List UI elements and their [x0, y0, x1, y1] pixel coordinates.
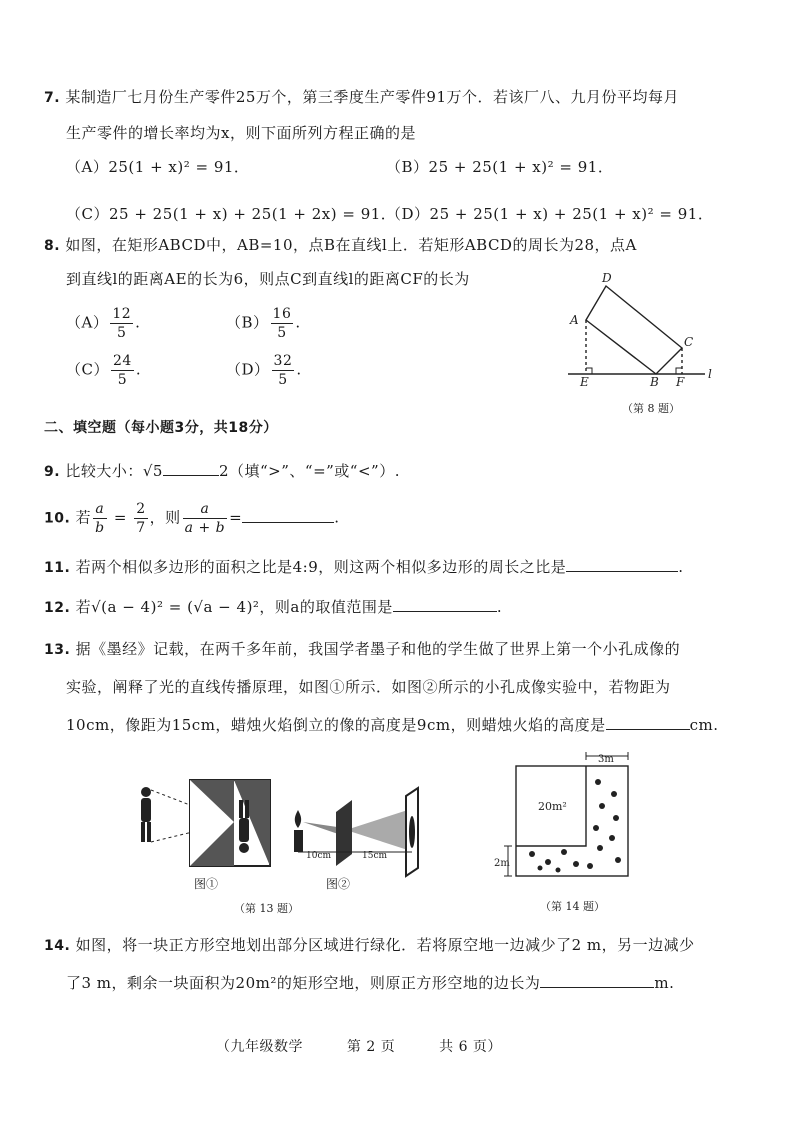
q8-option-c-fraction: [111, 352, 134, 389]
fig1-label: 图①: [194, 877, 219, 891]
point-e-label: E: [580, 375, 589, 389]
q7-number: 7.: [44, 90, 61, 106]
q10-f2-den: 7: [136, 520, 146, 536]
q13-figure-1: [141, 780, 270, 891]
width-3m-label: 3m: [598, 754, 614, 765]
distance-15cm: 15cm: [362, 851, 388, 861]
q11-number: 11.: [44, 560, 71, 576]
footer-total: 共 6 页）: [439, 1039, 502, 1055]
q14-line2: [66, 972, 674, 994]
q10-post: =: [229, 508, 243, 527]
q7-option-d: （D）25 + 25(1 + x) + 25(1 + x)² = 91．: [386, 205, 714, 223]
point-c-label: C: [684, 335, 694, 349]
q11-text: 若两个相似多边形的面积之比是4:9，则这两个相似多边形的周长之比是: [75, 558, 567, 576]
q10-f2-num: 2: [136, 501, 146, 517]
q9-text-pre: 比较大小：√5: [65, 462, 163, 480]
q8-c-num: 24: [112, 353, 132, 369]
q8-d-num: 32: [273, 353, 293, 369]
q8-b-num: 16: [272, 306, 292, 322]
q14-figure: [494, 748, 644, 914]
rectangle-abcd: [586, 286, 682, 374]
q13-figure: [126, 770, 436, 920]
page-footer: [216, 1036, 502, 1058]
q8-text-2: 到直线l的距离AE的长为6，则点C到直线l的距离CF的长为: [66, 270, 470, 288]
q8-figure: [560, 272, 730, 420]
q12-number: 12.: [44, 600, 71, 616]
right-angle-e: [586, 368, 592, 374]
q9-answer-blank[interactable]: [163, 461, 219, 476]
q12-answer-blank[interactable]: [393, 597, 497, 612]
point-a-label: A: [570, 313, 579, 327]
q10-fraction-a-b: [93, 500, 106, 537]
q10: [44, 500, 339, 544]
q8-option-a-fraction: [110, 305, 133, 342]
q10-eq: =: [113, 508, 127, 527]
q14-unit: m.: [654, 974, 675, 992]
q10-f3-den: a + b: [184, 520, 226, 536]
q8-option-d: （D） $\frac{32}{5}$ .: [226, 353, 302, 388]
line-l-label: l: [708, 367, 712, 381]
point-b-label: B: [650, 375, 659, 389]
q8-caption: （第 8 题）: [622, 402, 680, 415]
q8-c-den: 5: [117, 372, 128, 388]
q8-option-a-label: （A）: [66, 313, 109, 332]
q10-mid: ，则: [149, 508, 181, 527]
q10-pre: 若: [75, 508, 92, 527]
q14-number: 14.: [44, 938, 71, 954]
height-2m-label: 2m: [494, 858, 510, 869]
q13-line1: [44, 638, 680, 661]
section-2-heading: 二、填空题（每小题3分，共18分）: [44, 420, 278, 436]
q10-answer-blank[interactable]: [242, 508, 334, 523]
q14-line1: [44, 934, 695, 957]
q7-option-a: （A）25(1 + x)² = 91．: [66, 158, 250, 176]
q10-number: 10.: [44, 510, 71, 527]
q10-fraction-target: [183, 500, 227, 537]
q9-number: 9.: [44, 464, 61, 480]
q12: [44, 596, 502, 619]
q8-number: 8.: [44, 238, 61, 254]
distance-10cm: 10cm: [306, 851, 332, 861]
q8-a-num: 12: [112, 306, 132, 322]
q11-answer-blank[interactable]: [566, 557, 678, 572]
q13-text-3: 10cm，像距为15cm，蜡烛火焰倒立的像的高度是9cm，则蜡烛火焰的高度是: [66, 716, 606, 734]
q8-option-b-fraction: [271, 305, 294, 342]
q8-a-den: 5: [117, 325, 127, 341]
q9-text-post: 2（填“>”、“=”或“<”）.: [218, 462, 400, 480]
q9: [44, 460, 400, 483]
q8-option-a: （A） $\frac{12}{5}$ .: [66, 306, 141, 341]
q7-text-2: 生产零件的增长率均为x，则下面所列方程正确的是: [66, 124, 416, 142]
greenery-dots-icon: [529, 779, 621, 873]
q10-f3-num: a: [183, 500, 227, 519]
q8-option-b-label: （B）: [226, 313, 269, 332]
q8-option-d-fraction: [272, 352, 295, 389]
q13-text-2: 实验，阐释了光的直线传播原理，如图①所示．如图②所示的小孔成像实验中，若物距为: [66, 678, 671, 696]
point-d-label: D: [602, 272, 612, 285]
q10-f1-num: a: [93, 500, 106, 519]
pinhole-plate: [336, 800, 352, 866]
upright-person-icon: [141, 787, 151, 842]
q13-line3: [66, 714, 719, 736]
q13-caption: （第 13 题）: [234, 902, 299, 915]
q14-caption: （第 14 题）: [540, 900, 605, 913]
q13-figure-2: [294, 788, 418, 891]
square-plot: [516, 766, 628, 876]
q8-option-b: （B） $\frac{16}{5}$ .: [226, 306, 301, 341]
q8-option-d-label: （D）: [226, 360, 270, 379]
q10-end: .: [334, 508, 340, 527]
area-20m2-label: 20m²: [538, 800, 567, 813]
q8-option-c-label: （C）: [66, 360, 109, 379]
q8-text-1: 如图，在矩形ABCD中，AB=10，点B在直线l上．若矩形ABCD的周长为28，点A: [65, 236, 637, 254]
q8-option-c: （C） $\frac{24}{5}$ .: [66, 353, 142, 388]
q7-option-c: （C）25 + 25(1 + x) + 25(1 + 2x) = 91．: [66, 205, 397, 223]
q10-f1-den: b: [95, 520, 105, 536]
q7-text-1: 某制造厂七月份生产零件25万个，第三季度生产零件91万个．若该厂八、九月份平均每月: [65, 88, 680, 106]
q11-end: .: [678, 558, 684, 576]
q11: [44, 556, 684, 579]
q14-text-1: 如图，将一块正方形空地划出部分区域进行绿化．若将原空地一边减少了2 m，另一边减少: [75, 936, 695, 954]
q12-end: .: [496, 598, 503, 616]
q14-text-2: 了3 m，剩余一块面积为20m²的矩形空地，则原正方形空地的边长为: [66, 974, 541, 992]
q10-fraction-2-7: [134, 500, 147, 537]
q13-answer-blank[interactable]: [606, 715, 690, 730]
fig2-label: 图②: [326, 877, 351, 891]
q7-line1: [44, 86, 679, 109]
q13-number: 13.: [44, 642, 71, 658]
q8-b-den: 5: [277, 325, 287, 341]
footer-subject: （九年级数学: [216, 1039, 303, 1055]
q14-answer-blank[interactable]: [540, 973, 654, 988]
footer-page: 第 2 页: [346, 1039, 396, 1055]
q8-d-den: 5: [278, 372, 288, 388]
q13-unit: cm.: [689, 716, 719, 734]
q13-text-1: 据《墨经》记载，在两千多年前，我国学者墨子和他的学生做了世界上第一个小孔成像的: [75, 640, 681, 658]
q12-text: 若√(a − 4)² = (√a − 4)²，则a的取值范围是: [75, 598, 393, 616]
q7-option-b: （B）25 + 25(1 + x)² = 91．: [386, 158, 614, 176]
right-angle-f: [676, 368, 682, 374]
candle-icon: [294, 810, 303, 852]
point-f-label: F: [676, 375, 685, 389]
q8-line1: [44, 234, 637, 257]
